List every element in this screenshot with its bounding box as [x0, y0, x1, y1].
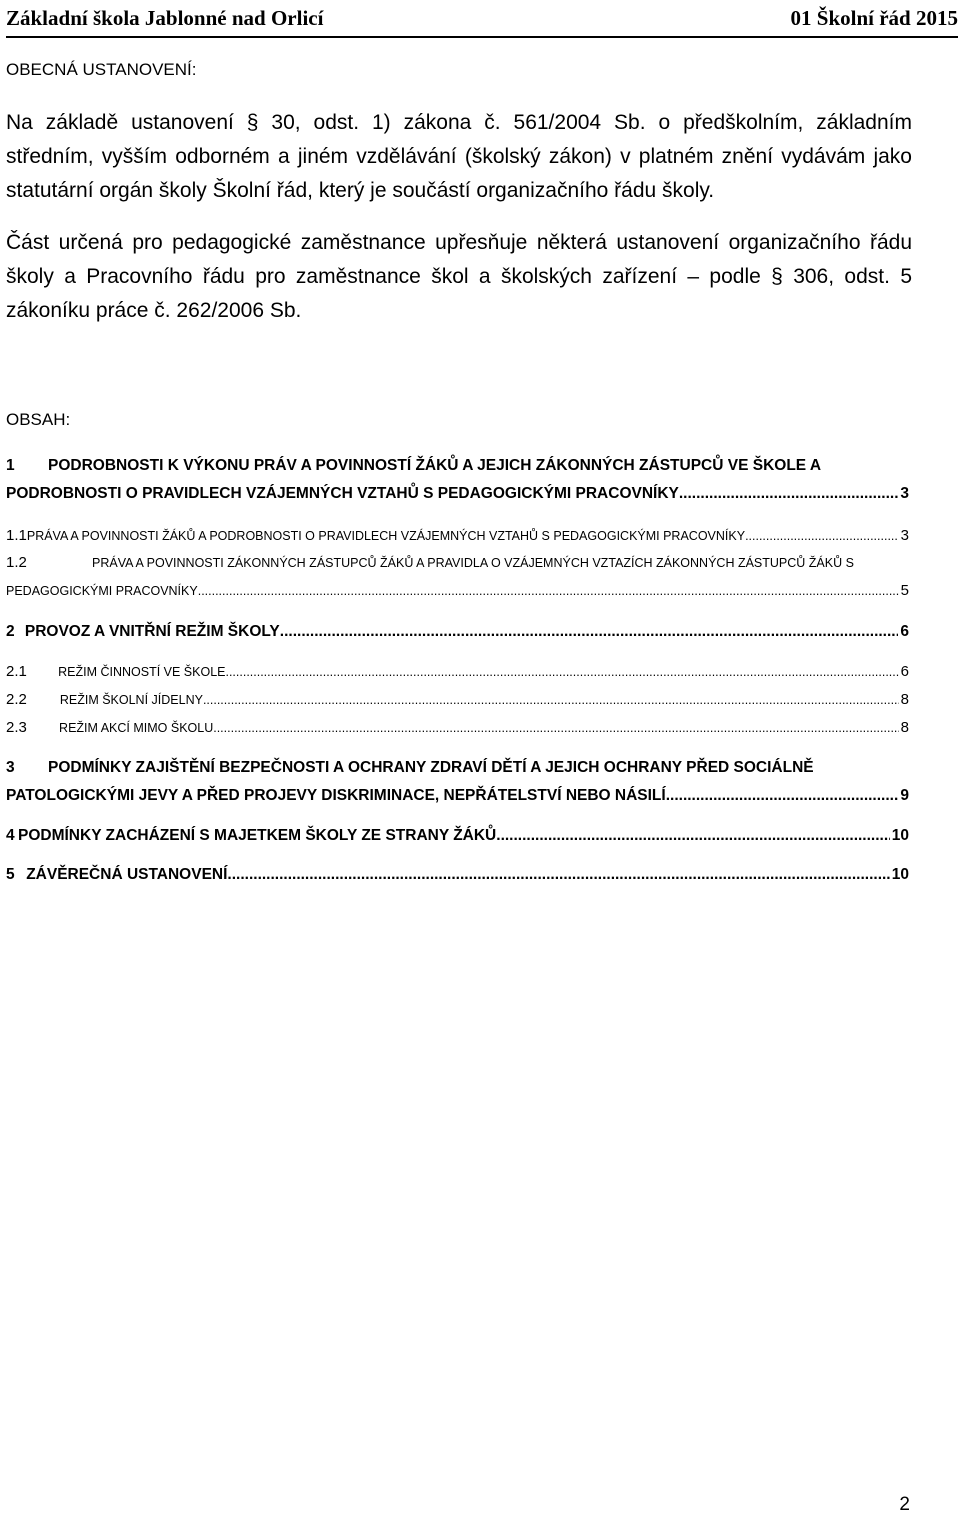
toc-entry-title: PATOLOGICKÝMI JEVY A PŘED PROJEVY DISKRIMINACE, NEPŘÁTELSTVÍ NEBO NÁSILÍ [6, 787, 666, 804]
toc-entry-title: PODROBNOSTI K VÝKONU PRÁV A POVINNOSTÍ ŽÁKŮ A JEJICH ZÁKONNÝCH ZÁSTUPCŮ VE ŠKOLE A [48, 457, 822, 474]
toc-entry-number: 4 [6, 827, 15, 844]
toc-entry-title: REŽIM AKCÍ MIMO ŠKOLU [59, 721, 214, 735]
toc-leader-dots [666, 782, 899, 810]
toc-leader-dots [213, 714, 898, 742]
toc-entry-title: PODROBNOSTI O PRAVIDLECH VZÁJEMNÝCH VZTAHŮ S PEDAGOGICKÝMI PRACOVNÍKY [6, 485, 679, 502]
toc-entry-title: PODMÍNKY ZACHÁZENÍ S MAJETKEM ŠKOLY ZE STRANY ŽÁKŮ [18, 827, 497, 844]
general-provisions-heading: OBECNÁ USTANOVENÍ: [6, 60, 197, 79]
toc-page-number: 5 [900, 582, 909, 599]
toc-entry-4[interactable] [6, 822, 909, 850]
toc-entry-number: 2.2 [6, 691, 27, 708]
paragraph-line: zákoníku práce č. 262/2006 Sb. [6, 299, 302, 322]
toc-entry-title: PEDAGOGICKÝMI PRACOVNÍKY [6, 584, 198, 598]
toc-leader-dots [496, 822, 889, 850]
toc-entry-title: REŽIM ČINNOSTÍ VE ŠKOLE [58, 665, 226, 679]
general-provisions-paragraph [6, 106, 912, 208]
page-number: 2 [899, 1494, 910, 1515]
toc-entry-number: 3 [6, 759, 15, 776]
toc-entry-number: 1 [6, 457, 15, 474]
toc-leader-dots [679, 480, 899, 508]
toc-leader-dots [280, 618, 899, 646]
toc-entry-2-3[interactable] [6, 714, 909, 742]
toc-entry-title: PRÁVA A POVINNOSTI ZÁKONNÝCH ZÁSTUPCŮ ŽÁKŮ A PRAVIDLA O VZÁJEMNÝCH VZTAZÍCH ZÁKONNÝCH ZÁSTUPCŮ ŽÁKŮ S [92, 556, 854, 570]
toc-entry-title: PROVOZ A VNITŘNÍ REŽIM ŠKOLY [24, 623, 280, 640]
toc-entry-number: 2.1 [6, 663, 27, 680]
document-title: 01 Školní řád 2015 [790, 6, 958, 30]
toc-page-number: 3 [900, 527, 909, 544]
toc-entry-title: PODMÍNKY ZAJIŠTĚNÍ BEZPEČNOSTI A OCHRANY ZDRAVÍ DĚTÍ A JEJICH OCHRANY PŘED SOCIÁLNĚ [48, 759, 814, 776]
toc-entry-title: PRÁVA A POVINNOSTI ŽÁKŮ A PODROBNOSTI O PRAVIDLECH VZÁJEMNÝCH VZTAHŮ S PEDAGOGICKÝMI PRACOVNÍKY [26, 529, 746, 543]
toc-leader-dots [227, 861, 889, 889]
paragraph-line: Na základě ustanovení § 30, odst. 1) zákona č. 561/2004 Sb. o předškolním, základním [6, 111, 912, 134]
toc-page-number: 6 [900, 623, 909, 640]
toc-entry-1-1[interactable] [6, 522, 909, 550]
toc-entry-2-1[interactable] [6, 658, 909, 686]
toc-page-number: 10 [891, 827, 909, 844]
toc-page-number: 9 [900, 787, 909, 804]
toc-entry-2-2[interactable] [6, 686, 909, 714]
paragraph-line: Část určená pro pedagogické zaměstnance upřesňuje některá ustanovení organizačního řádu [6, 231, 912, 254]
school-name: Základní škola Jablonné nad Orlicí [6, 6, 324, 30]
paragraph-line: středním, vyšším odborném a jiném vzdělávání (školský zákon) v platném znění vydávám jako [6, 145, 912, 168]
toc-leader-dots [198, 577, 899, 605]
toc-page-number: 8 [900, 691, 909, 708]
toc-leader-dots [203, 686, 899, 714]
toc-leader-dots [225, 658, 898, 686]
pedagogical-staff-paragraph [6, 226, 912, 328]
toc-entry-title: ZÁVĚREČNÁ USTANOVENÍ [26, 866, 228, 883]
paragraph-line: školy a Pracovního řádu pro zaměstnance škol a školských zařízení – podle § 306, odst. 5 [6, 265, 912, 288]
toc-leader-dots [745, 522, 899, 550]
toc-heading: OBSAH: [6, 410, 71, 429]
toc-entry-title: REŽIM ŠKOLNÍ JÍDELNY [59, 693, 203, 707]
toc-page-number: 6 [900, 663, 909, 680]
toc-entry-5[interactable] [6, 861, 909, 889]
toc-page-number: 10 [891, 866, 909, 883]
toc-page-number: 3 [900, 485, 909, 502]
toc-entry-number: 2.3 [6, 719, 27, 736]
toc-entry-number: 1.2 [6, 554, 27, 571]
toc-page-number: 8 [900, 719, 909, 736]
toc-entry-number: 1.1 [6, 527, 27, 544]
toc-entry-number: 5 [6, 866, 15, 883]
page-header [6, 4, 958, 38]
toc-entry-1[interactable] [6, 452, 909, 508]
paragraph-line: statutární orgán školy Školní řád, který je součástí organizačního řádu školy. [6, 179, 715, 202]
toc-entry-1-2[interactable] [6, 549, 909, 605]
toc-entry-3[interactable] [6, 754, 909, 810]
toc-entry-2[interactable] [6, 618, 909, 646]
toc-entry-number: 2 [6, 623, 15, 640]
